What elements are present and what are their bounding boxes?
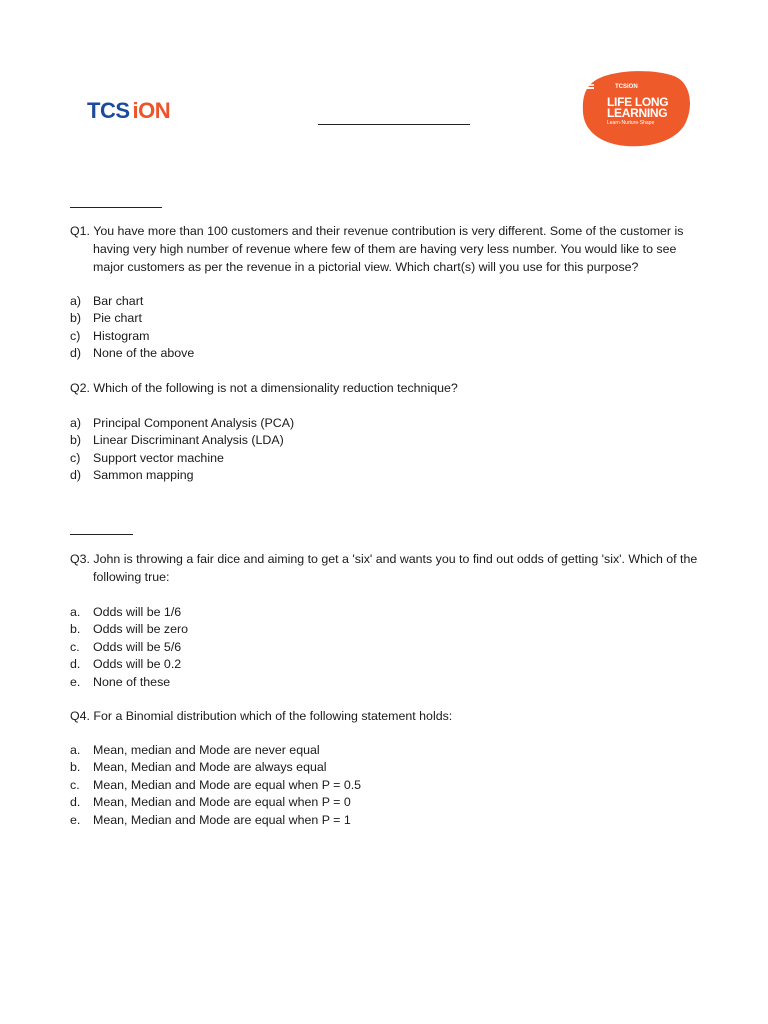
question-1 bbox=[70, 223, 700, 276]
option-q4-d: d. Mean, Median and Mode are equal when P = 0 bbox=[70, 795, 351, 810]
section-blank-1 bbox=[70, 207, 162, 208]
option-q1-d: d) None of the above bbox=[70, 346, 195, 361]
option-q3-d: d. Odds will be 0.2 bbox=[70, 657, 182, 672]
option-q4-c: c. Mean, Median and Mode are equal when P = 0.5 bbox=[70, 777, 362, 792]
logo-brand-small: TCSiON bbox=[615, 84, 638, 90]
logo-tcs-text: TCS bbox=[87, 98, 130, 123]
question-2 bbox=[70, 380, 700, 398]
option-q1-a: a) Bar chart bbox=[70, 294, 144, 308]
option-q3-a: a. Odds will be 1/6 bbox=[70, 605, 182, 619]
question-2-options bbox=[70, 415, 710, 485]
option-q2-d: d) Sammon mapping bbox=[70, 468, 194, 483]
logo-book-icon bbox=[582, 70, 595, 90]
option-q4-a: a. Mean, median and Mode are never equal bbox=[70, 743, 320, 757]
life-long-learning-logo bbox=[582, 70, 692, 148]
tcs-ion-logo bbox=[87, 96, 170, 126]
question-3-text: Q3. John is throwing a fair dice and aiming to get a 'six' and wants you to find out odds of getting 'six'. Which of the following true: bbox=[70, 552, 698, 584]
option-q2-a: a) Principal Component Analysis (PCA) bbox=[70, 416, 295, 430]
question-1-text: Q1. You have more than 100 customers and their revenue contribution is very different. Some of the customer is having very high number of revenue where few of them are having very less number. You would like to see major customers as per the revenue in a pictorial view. Which chart(s) will you use for this purpose? bbox=[70, 224, 684, 274]
option-q1-b: b) Pie chart bbox=[70, 311, 142, 326]
option-q2-c: c) Support vector machine bbox=[70, 450, 224, 465]
question-3-options bbox=[70, 604, 710, 691]
title-underline bbox=[318, 124, 470, 125]
logo-tagline: Learn·Nurture·Shape bbox=[607, 120, 655, 126]
question-1-options bbox=[70, 293, 710, 363]
logo-line-2: LEARNING bbox=[607, 106, 668, 120]
option-q4-e: e. Mean, Median and Mode are equal when P = 1 bbox=[70, 812, 351, 827]
question-4-text: Q4. For a Binomial distribution which of the following statement holds: bbox=[70, 709, 453, 723]
question-2-text: Q2. Which of the following is not a dimensionality reduction technique? bbox=[70, 381, 458, 395]
logo-line-1: LIFE LONG bbox=[607, 95, 669, 109]
option-q3-b: b. Odds will be zero bbox=[70, 622, 189, 637]
option-q1-c: c) Histogram bbox=[70, 328, 150, 343]
option-q4-b: b. Mean, Median and Mode are always equal bbox=[70, 760, 327, 775]
question-4-options bbox=[70, 742, 710, 829]
question-3 bbox=[70, 551, 700, 587]
question-4 bbox=[70, 708, 700, 726]
logo-ion-text: iON bbox=[132, 98, 171, 123]
option-q3-e: e. None of these bbox=[70, 674, 171, 689]
option-q3-c: c. Odds will be 5/6 bbox=[70, 639, 182, 654]
section-blank-2 bbox=[70, 534, 133, 535]
option-q2-b: b) Linear Discriminant Analysis (LDA) bbox=[70, 433, 284, 448]
